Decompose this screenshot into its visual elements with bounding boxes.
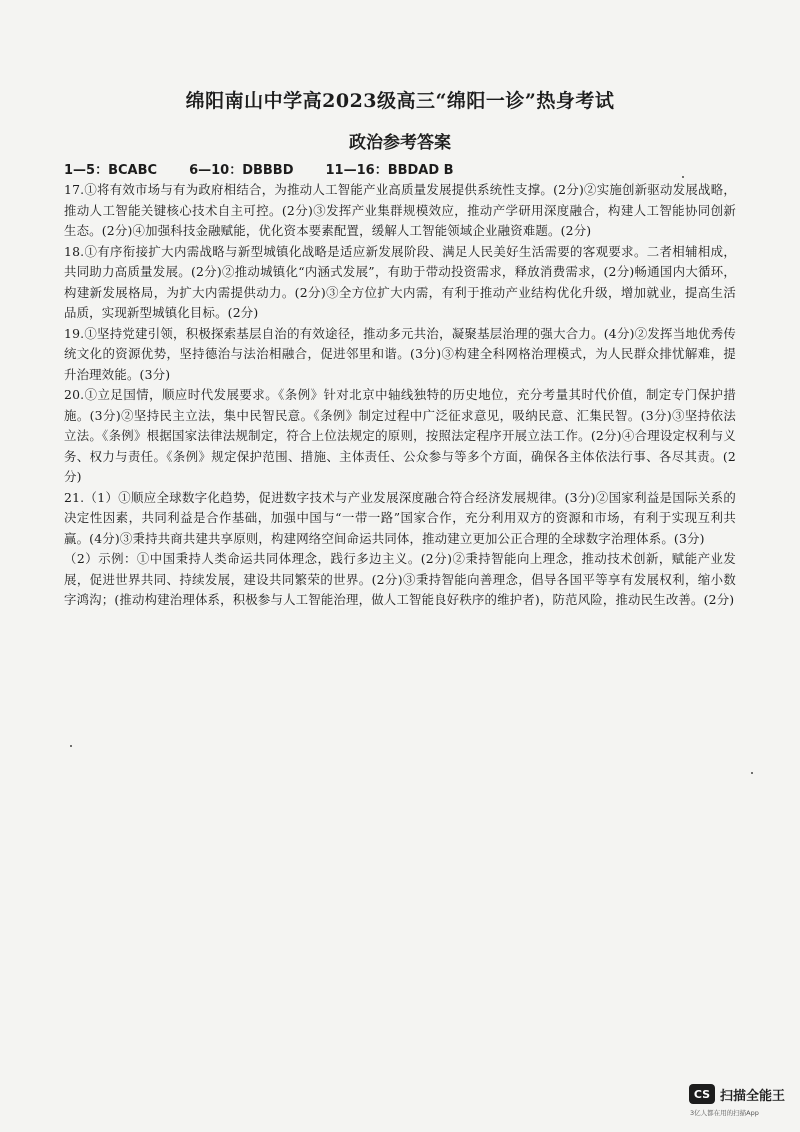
scanner-watermark: [689, 1084, 785, 1104]
answer-21-part-1: 21.（1）①顺应全球数字化趋势，促进数字技术与产业发展深度融合符合经济发展规律。(3分)②国家利益是国际关系的决定性因素，共同利益是合作基础，加强中国与“一带一路”国家合作，充分利用双方的资源和市场，有利于实现互利共赢。(4分)③秉持共商共建共享原则，构建网络空间命运共同体，推动建立更加公正合理的全球数字治理体系。(3分): [64, 489, 736, 546]
multiple-choice-answers: [64, 159, 454, 178]
document-title: 绵阳南山中学高2023级高三“绵阳一诊”热身考试: [185, 90, 615, 112]
watermark-tagline: 3亿人都在用的扫描App: [690, 1109, 759, 1117]
scan-speck: [70, 745, 72, 747]
camscanner-logo-icon: CS: [689, 1084, 715, 1104]
scan-speck: [751, 772, 753, 774]
scan-speck: [682, 176, 684, 178]
answer-19: 19.①坚持党建引领，积极探索基层自治的有效途径，推动多元共治，凝聚基层治理的强大合力。(4分)②发挥当地优秀传统文化的资源优势，坚持德治与法治相融合，促进邻里和谐。(3分)③构建全科网格治理模式，为人民群众排忧解难，提升治理效能。(3分): [64, 325, 736, 382]
answer-17: 17.①将有效市场与有为政府相结合，为推动人工智能产业高质量发展提供系统性支撑。(2分)②实施创新驱动发展战略，推动人工智能关键核心技术自主可控。(2分)③发挥产业集群规模效应，推动产学研用深度融合，构建人工智能协同创新生态。(2分)④加强科技金融赋能，优化资本要素配置，缓解人工智能领域企业融资难题。(2分): [64, 182, 736, 238]
mc-group-1: 1—5：BCABC: [64, 163, 158, 178]
answer-20: 20.①立足国情，顺应时代发展要求。《条例》针对北京中轴线独特的历史地位，充分考量其时代价值，制定专门保护措施。(3分)②坚持民主立法，集中民智民意。《条例》制定过程中广泛征求意见，吸纳民意、汇集民智。(3分)③坚持依法立法。《条例》根据国家法律法规制定，符合上位法规定的原则，按照法定程序开展立法工作。(2分)④合理设定权利与义务、权力与责任。《条例》规定保护范围、措施、主体责任、公众参与等多个方面，确保各主体依法行事、各尽其责。(2分): [64, 387, 736, 484]
answer-18: 18.①有序衔接扩大内需战略与新型城镇化战略是适应新发展阶段、满足人民美好生活需要的客观要求。二者相辅相成，共同助力高质量发展。(2分)②推动城镇化“内涵式发展”，有助于带动投资需求，释放消费需求，(2分)畅通国内大循环，构建新发展格局，为扩大内需提供动力。(2分)③全方位扩大内需，有利于推动产业结构优化升级，增加就业，提高生活品质，实现新型城镇化目标。(2分): [64, 243, 736, 320]
mc-group-3: 11—16：BBDAD B: [325, 163, 454, 178]
mc-group-2: 6—10：DBBBD: [189, 163, 294, 178]
document-subtitle: 政治参考答案: [349, 133, 451, 153]
watermark-brand: 扫描全能王: [720, 1088, 786, 1104]
answer-21-part-2: （2）示例：①中国秉持人类命运共同体理念，践行多边主义。(2分)②秉持智能向上理念，推动技术创新，赋能产业发展，促进世界共同、持续发展，建设共同繁荣的世界。(2分)③秉持智能向善理念，倡导各国平等享有发展权利，缩小数字鸿沟；(推动构建治理体系，积极参与人工智能治理，做人工智能良好秩序的维护者)，防范风险，推动民生改善。(2分): [64, 551, 736, 607]
answer-body: [64, 180, 736, 611]
